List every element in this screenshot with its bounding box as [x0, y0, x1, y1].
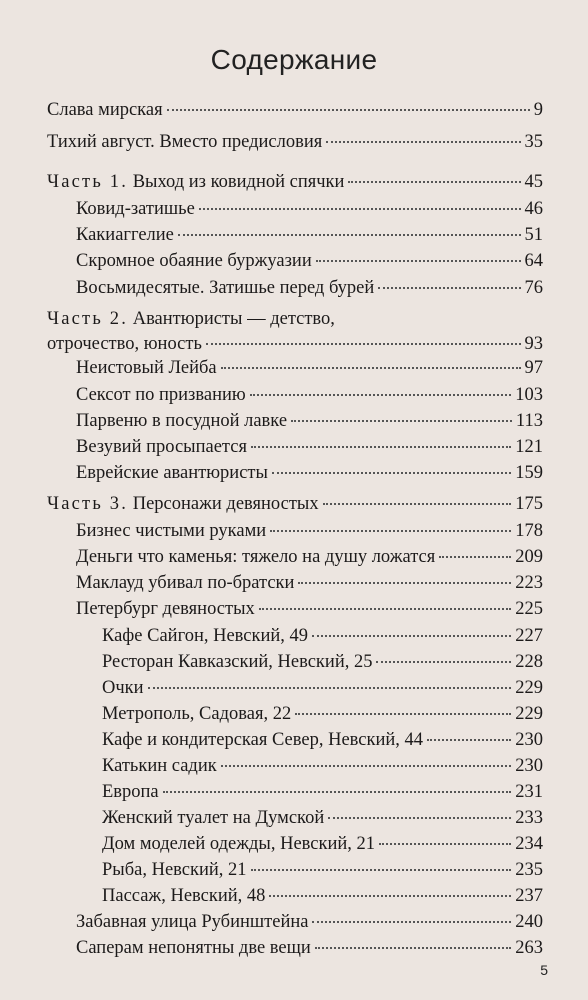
toc-entry-title: Выход из ковидной спячки	[132, 172, 345, 192]
toc-entry-label	[47, 492, 319, 516]
toc-entry-title: Кафе Сайгон, Невский, 49	[102, 626, 309, 646]
toc-entry	[76, 597, 543, 621]
dot-leader	[439, 556, 511, 558]
toc-entry-label	[102, 884, 265, 908]
toc-page-number: 228	[515, 652, 543, 672]
toc-entry-label	[102, 624, 308, 648]
dot-leader	[376, 661, 511, 663]
toc-entry	[76, 383, 543, 407]
dot-leader	[291, 420, 512, 422]
toc-page-number: 64	[524, 251, 543, 271]
toc-entry-title: Саперам непонятны две вещи	[76, 938, 311, 958]
dot-leader	[270, 530, 511, 532]
toc-entry-label	[102, 728, 423, 752]
toc-entry-label	[102, 702, 291, 726]
toc-entry-title: Скромное обаяние буржуазии	[76, 251, 312, 271]
toc-page-number: 45	[524, 172, 543, 192]
toc-entry-label	[102, 806, 324, 830]
toc-entry	[76, 519, 543, 543]
toc-entry	[102, 702, 543, 726]
dot-leader	[163, 791, 512, 793]
toc-entry-title: Ковид-затишье	[76, 199, 195, 219]
toc-entry-title: Женский туалет на Думской	[102, 808, 325, 828]
dot-leader	[312, 921, 511, 923]
dot-leader	[251, 446, 511, 448]
dot-leader	[316, 260, 521, 262]
toc-entry-title: Забавная улица Рубинштейна	[76, 912, 309, 932]
toc-page-number: 237	[515, 886, 543, 906]
toc-entry	[47, 130, 543, 154]
toc-entry	[102, 806, 543, 830]
toc-entry-title: Тихий август. Вместо предисловия	[47, 132, 323, 152]
toc-entry-title: Метрополь, Садовая, 22	[102, 704, 292, 724]
toc-entry-label	[76, 936, 311, 960]
toc-entry-label	[76, 519, 266, 543]
toc-entry-title: Персонажи девяностых	[132, 494, 319, 514]
toc-entry	[76, 223, 543, 247]
dot-leader	[427, 739, 511, 741]
toc-page-number: 233	[515, 808, 543, 828]
toc-page-number: 231	[515, 782, 543, 802]
toc-page-number: 35	[524, 132, 543, 152]
toc-page-number: 121	[515, 437, 543, 457]
dot-leader	[221, 765, 512, 767]
toc-entry	[47, 98, 543, 122]
toc-page-number: 175	[515, 494, 543, 514]
toc-entry	[102, 676, 543, 700]
toc-page-number: 46	[524, 199, 543, 219]
dot-leader	[178, 234, 521, 236]
toc-entry-title: Неистовый Лейба	[76, 358, 217, 378]
dot-leader	[348, 181, 520, 183]
dot-leader	[315, 947, 511, 949]
toc-page-number: 235	[515, 860, 543, 880]
toc-entry	[76, 249, 543, 273]
dot-leader	[272, 472, 511, 474]
toc-entry-label	[47, 170, 344, 194]
toc-entry-title-continued: отрочество, юность	[47, 334, 202, 354]
dot-leader	[378, 287, 520, 289]
toc-page-number: 209	[515, 547, 543, 567]
toc-entry-title: Пассаж, Невский, 48	[102, 886, 266, 906]
toc-entry	[47, 170, 543, 194]
toc-entry-label	[102, 858, 247, 882]
toc-entry-label	[47, 98, 163, 122]
toc-entry-label	[47, 130, 322, 154]
toc-entry-title: Слава мирская	[47, 100, 163, 120]
part-number: Часть 2.	[47, 309, 129, 329]
toc-entry-label	[102, 754, 217, 778]
toc-entry-label	[76, 435, 247, 459]
dot-leader	[379, 843, 511, 845]
dot-leader	[251, 869, 512, 871]
dot-leader	[298, 582, 511, 584]
toc-page-number: 93	[524, 334, 543, 354]
toc-page-number: 9	[533, 100, 543, 120]
toc-page-number: 76	[524, 278, 543, 298]
dot-leader	[326, 141, 520, 143]
toc-page-number: 240	[515, 912, 543, 932]
dot-leader	[269, 895, 511, 897]
toc-page-number: 227	[515, 626, 543, 646]
toc-entry	[76, 545, 543, 569]
toc-entry-label	[76, 356, 217, 380]
toc-page-number: 103	[515, 385, 543, 405]
dot-leader	[259, 608, 512, 610]
toc-entry-label	[76, 276, 374, 300]
page-number: 5	[540, 962, 548, 978]
toc-entry-label	[102, 832, 375, 856]
toc-entry	[102, 780, 543, 804]
toc-entry	[102, 624, 543, 648]
toc-entry-title: Петербург девяностых	[76, 599, 255, 619]
toc-page-number: 230	[515, 756, 543, 776]
toc-entry-label	[76, 197, 195, 221]
toc-entry-title: Маклауд убивал по-братски	[76, 573, 295, 593]
toc-entry-title: Деньги что каменья: тяжело на душу ложатся	[76, 547, 436, 567]
dot-leader	[250, 394, 512, 396]
toc-entry-label	[76, 910, 308, 934]
toc-entry	[76, 461, 543, 485]
toc-entry-title: Везувий просыпается	[76, 437, 247, 457]
dot-leader	[328, 817, 511, 819]
toc-page-number: 225	[515, 599, 543, 619]
dot-leader	[221, 367, 521, 369]
toc-entry-title: Еврейские авантюристы	[76, 463, 268, 483]
toc-entry-title: Бизнес чистыми руками	[76, 521, 267, 541]
dot-leader	[323, 503, 512, 505]
toc-entry-title: Рыба, Невский, 21	[102, 860, 247, 880]
toc-entry	[76, 936, 543, 960]
dot-leader	[199, 208, 521, 210]
toc-entry-label	[102, 780, 159, 804]
toc-entry-title: Кафе и кондитерская Север, Невский, 44	[102, 730, 424, 750]
toc-entry-label	[76, 383, 246, 407]
toc-entry	[76, 409, 543, 433]
toc-entry-title: Дом моделей одежды, Невский, 21	[102, 834, 376, 854]
toc-entry	[47, 332, 543, 356]
part-number: Часть 3.	[47, 494, 129, 514]
toc-entry-title: Восьмидесятые. Затишье перед бурей	[76, 278, 375, 298]
toc-page-number: 113	[515, 411, 543, 431]
toc-entry-title: Очки	[102, 678, 144, 698]
page-title: Содержание	[210, 44, 378, 75]
toc-page-number: 229	[515, 678, 543, 698]
toc-entry	[76, 356, 543, 380]
toc-entry-label	[47, 332, 202, 356]
dot-leader	[206, 343, 521, 345]
toc-entry	[102, 858, 543, 882]
toc-entry	[76, 276, 543, 300]
toc-entry-title: Авантюристы — детство,	[132, 309, 335, 329]
toc-entry-label	[76, 571, 294, 595]
toc-entry-title: Какиаггелие	[76, 225, 174, 245]
part-number: Часть 1.	[47, 172, 129, 192]
toc-entry	[76, 910, 543, 934]
toc-entry-label	[76, 223, 174, 247]
toc-entry	[76, 571, 543, 595]
toc-page-number: 97	[524, 358, 543, 378]
toc-entry-title: Европа	[102, 782, 159, 802]
toc-entry-label	[47, 307, 335, 331]
toc-page-number: 159	[515, 463, 543, 483]
toc-entry-title: Катькин садик	[102, 756, 217, 776]
toc-entry	[102, 728, 543, 752]
toc-page-number: 178	[515, 521, 543, 541]
toc-entry	[47, 492, 543, 516]
toc-entry-label	[76, 249, 312, 273]
toc-page-number: 223	[515, 573, 543, 593]
toc-page-number: 229	[515, 704, 543, 724]
toc-entry	[102, 650, 543, 674]
toc-page-number: 51	[524, 225, 543, 245]
toc-entry	[47, 307, 543, 331]
toc-entry-label	[102, 650, 372, 674]
toc-entry	[102, 884, 543, 908]
toc-entry	[102, 754, 543, 778]
dot-leader	[295, 713, 511, 715]
toc-entry	[102, 832, 543, 856]
toc-entry-label	[102, 676, 144, 700]
toc-entry	[76, 435, 543, 459]
toc-entry-label	[76, 545, 435, 569]
toc-entry-title: Сексот по призванию	[76, 385, 246, 405]
dot-leader	[312, 635, 511, 637]
toc-entry-label	[76, 461, 268, 485]
toc-entry-title: Парвеню в посудной лавке	[76, 411, 288, 431]
toc-entry-label	[76, 409, 287, 433]
toc-page-number: 230	[515, 730, 543, 750]
toc-page-number: 263	[515, 938, 543, 958]
toc-entry	[76, 197, 543, 221]
toc-entry-label	[76, 597, 255, 621]
toc-page-number: 234	[515, 834, 543, 854]
toc-entry-title: Ресторан Кавказский, Невский, 25	[102, 652, 373, 672]
dot-leader	[167, 109, 530, 111]
dot-leader	[148, 687, 512, 689]
